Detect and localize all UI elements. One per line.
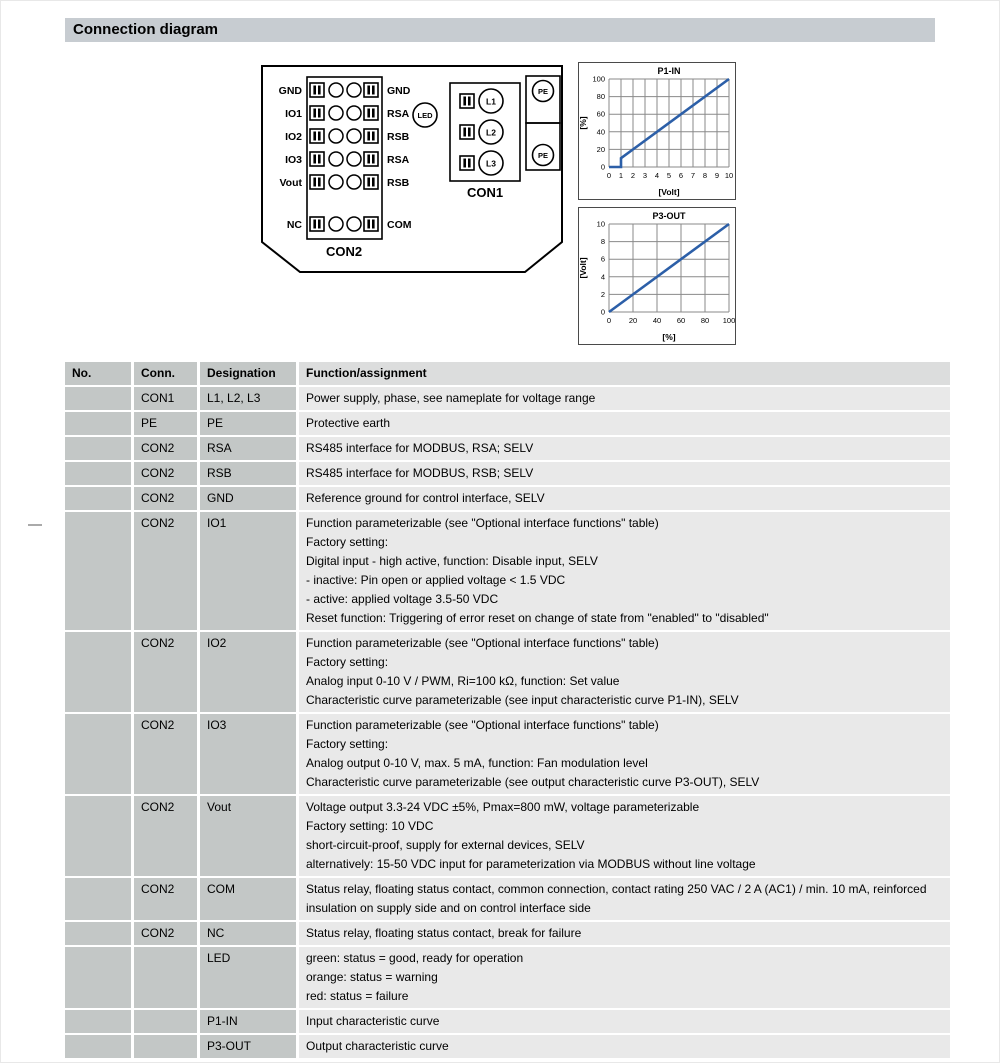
svg-text:[Volt]: [Volt]	[578, 257, 588, 279]
device-diagram	[260, 64, 565, 276]
table-row	[65, 878, 950, 920]
svg-text:5: 5	[666, 171, 672, 180]
svg-text:P1-IN: P1-IN	[657, 66, 681, 76]
svg-text:100: 100	[592, 74, 605, 84]
con2-caption: CON2	[325, 244, 363, 259]
con2-pin-label: RSA	[387, 154, 410, 166]
cell-no	[65, 462, 131, 485]
cell-designation: Vout	[200, 796, 296, 876]
con1-pin-label: L2	[486, 127, 496, 138]
margin-dash-marker	[28, 524, 42, 526]
table-row	[65, 437, 950, 460]
svg-text:10: 10	[596, 219, 605, 229]
svg-text:[%]: [%]	[578, 116, 588, 130]
cell-conn: PE	[134, 412, 197, 435]
table-row	[65, 1035, 950, 1058]
cell-conn: CON2	[134, 512, 197, 630]
table-row	[65, 1010, 950, 1033]
cell-function: Output characteristic curve	[299, 1035, 950, 1058]
pe-label: PE	[537, 87, 549, 96]
cell-designation: LED	[200, 947, 296, 1008]
con1-block	[450, 83, 520, 200]
con2-pin-label: RSB	[387, 177, 410, 189]
header-designation: Designation	[200, 362, 296, 385]
cell-function: Status relay, floating status contact, break for failure	[299, 922, 950, 945]
cell-designation: RSB	[200, 462, 296, 485]
table-row	[65, 947, 950, 1008]
con2-pin-label: GND	[278, 85, 302, 97]
cell-no	[65, 1035, 131, 1058]
cell-no	[65, 487, 131, 510]
svg-text:0: 0	[606, 171, 612, 180]
svg-text:80: 80	[596, 92, 605, 102]
cell-conn: CON2	[134, 632, 197, 712]
cell-function: RS485 interface for MODBUS, RSA; SELV	[299, 437, 950, 460]
cell-no	[65, 632, 131, 712]
con2-pin-label: Vout	[279, 177, 302, 189]
cell-no	[65, 878, 131, 920]
svg-text:[%]: [%]	[662, 332, 676, 342]
cell-no	[65, 714, 131, 794]
led-indicator	[413, 103, 437, 127]
con2-pin-label: RSB	[387, 131, 410, 143]
svg-text:[Volt]: [Volt]	[658, 187, 680, 197]
cell-function: Input characteristic curve	[299, 1010, 950, 1033]
cell-designation: L1, L2, L3	[200, 387, 296, 410]
table-row	[65, 412, 950, 435]
con1-pin-label: L3	[486, 158, 496, 169]
con2-pin-label: NC	[286, 219, 302, 231]
table-row	[65, 487, 950, 510]
svg-text:0: 0	[600, 307, 605, 317]
svg-text:7: 7	[690, 171, 696, 180]
svg-text:40: 40	[596, 127, 605, 137]
svg-text:10: 10	[724, 171, 734, 180]
chart-p1-in	[578, 62, 736, 200]
cell-function: Function parameterizable (see "Optional interface functions" table) Factory setting: Analog output 0-10 V, max. 5 mA, function: Fan modulation level Characteristic curve parameterizable (see output characteristic curve P3-OUT), SELV	[299, 714, 950, 794]
cell-function: Function parameterizable (see "Optional interface functions" table) Factory setting: Analog input 0-10 V / PWM, Ri=100 kΩ, function: Set value Characteristic curve parameterizable (see input characteristic curve P1-IN), SELV	[299, 632, 950, 712]
table-header-row	[65, 362, 950, 385]
cell-function: Voltage output 3.3-24 VDC ±5%, Pmax=800 mW, voltage parameterizable Factory setting: 10 VDC short-circuit-proof, supply for external devices, SELV alternatively: 15-50 VDC input for parameterization via MODBUS without line voltage	[299, 796, 950, 876]
cell-function: RS485 interface for MODBUS, RSB; SELV	[299, 462, 950, 485]
cell-designation: NC	[200, 922, 296, 945]
con2-pin-label: COM	[387, 219, 412, 231]
cell-no	[65, 947, 131, 1008]
cell-no	[65, 1010, 131, 1033]
page-title: Connection diagram	[65, 18, 935, 42]
table-row	[65, 512, 950, 630]
cell-function: Power supply, phase, see nameplate for voltage range	[299, 387, 950, 410]
svg-text:1: 1	[618, 171, 624, 180]
connection-table	[65, 362, 950, 1058]
cell-conn: CON2	[134, 487, 197, 510]
svg-text:20: 20	[628, 316, 638, 325]
con2-pin-label: RSA	[387, 108, 410, 120]
svg-text:0: 0	[606, 316, 612, 325]
table-row	[65, 632, 950, 712]
con2-pin-label: IO3	[285, 154, 302, 166]
table-row	[65, 462, 950, 485]
con1-caption: CON1	[466, 185, 504, 200]
con2-block	[279, 77, 412, 259]
header-conn: Conn.	[134, 362, 197, 385]
cell-designation: IO3	[200, 714, 296, 794]
svg-text:60: 60	[676, 316, 686, 325]
cell-conn: CON2	[134, 922, 197, 945]
cell-conn	[134, 1035, 197, 1058]
svg-text:6: 6	[678, 171, 684, 180]
cell-conn: CON2	[134, 878, 197, 920]
cell-designation: COM	[200, 878, 296, 920]
svg-text:4: 4	[654, 171, 660, 180]
con2-pin-label: GND	[387, 85, 411, 97]
svg-text:9: 9	[714, 171, 720, 180]
cell-no	[65, 437, 131, 460]
table-row	[65, 714, 950, 794]
svg-text:3: 3	[642, 171, 648, 180]
cell-function: Function parameterizable (see "Optional interface functions" table) Factory setting: Digital input - high active, function: Disable input, SELV - inactive: Pin open or applied voltage < 1.5 VDC - active: applied voltage 3.5-50 VDC Reset function: Triggering of error reset on change of state from "enabled" to "disabled"	[299, 512, 950, 630]
cell-conn	[134, 1010, 197, 1033]
cell-conn: CON2	[134, 462, 197, 485]
cell-function: green: status = good, ready for operation orange: status = warning red: status = failure	[299, 947, 950, 1008]
cell-no	[65, 387, 131, 410]
cell-designation: GND	[200, 487, 296, 510]
cell-designation: RSA	[200, 437, 296, 460]
svg-text:P3-OUT: P3-OUT	[652, 211, 686, 221]
connection-diagram-section	[65, 42, 950, 362]
svg-text:100: 100	[722, 316, 736, 325]
cell-function: Protective earth	[299, 412, 950, 435]
svg-text:20: 20	[596, 144, 605, 154]
cell-no	[65, 412, 131, 435]
chart-p3-out	[578, 207, 736, 345]
cell-designation: IO1	[200, 512, 296, 630]
svg-text:8: 8	[600, 237, 605, 247]
table-row	[65, 796, 950, 876]
svg-text:6: 6	[600, 254, 605, 264]
cell-conn: CON2	[134, 437, 197, 460]
svg-text:2: 2	[630, 171, 636, 180]
cell-conn: CON1	[134, 387, 197, 410]
pe-terminals	[526, 76, 560, 170]
cell-no	[65, 796, 131, 876]
svg-text:2: 2	[600, 289, 605, 299]
cell-no	[65, 512, 131, 630]
cell-no	[65, 922, 131, 945]
cell-conn	[134, 947, 197, 1008]
cell-designation: IO2	[200, 632, 296, 712]
table-row	[65, 387, 950, 410]
svg-text:8: 8	[702, 171, 708, 180]
svg-text:40: 40	[652, 316, 662, 325]
page-content	[65, 18, 950, 1058]
pe-label: PE	[537, 151, 549, 160]
cell-function: Reference ground for control interface, SELV	[299, 487, 950, 510]
svg-text:0: 0	[600, 162, 605, 172]
con1-pin-label: L1	[486, 96, 496, 107]
header-no: No.	[65, 362, 131, 385]
con2-pin-label: IO1	[285, 108, 302, 120]
header-function: Function/assignment	[299, 362, 950, 385]
cell-conn: CON2	[134, 714, 197, 794]
cell-conn: CON2	[134, 796, 197, 876]
cell-function: Status relay, floating status contact, common connection, contact rating 250 VAC / 2 A (AC1) / min. 10 mA, reinforced insulation on supply side and on control interface side	[299, 878, 950, 920]
cell-designation: P3-OUT	[200, 1035, 296, 1058]
svg-text:4: 4	[600, 272, 605, 282]
led-label: LED	[417, 111, 433, 120]
con2-pin-label: IO2	[285, 131, 302, 143]
table-row	[65, 922, 950, 945]
cell-designation: PE	[200, 412, 296, 435]
svg-text:60: 60	[596, 109, 605, 119]
svg-text:80: 80	[700, 316, 710, 325]
cell-designation: P1-IN	[200, 1010, 296, 1033]
